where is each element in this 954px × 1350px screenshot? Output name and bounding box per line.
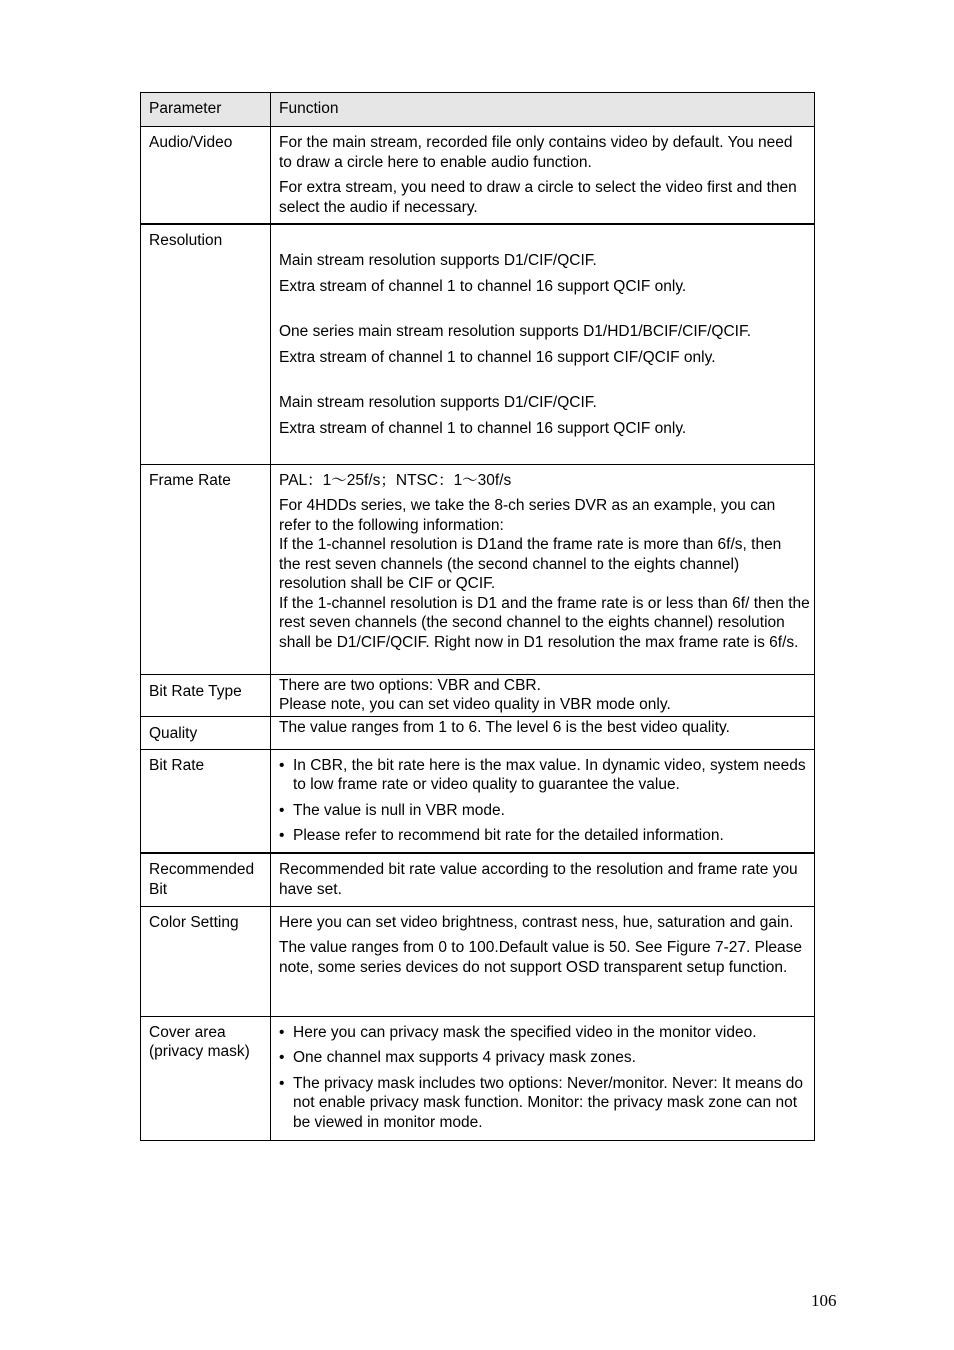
- color-setting-paragraph-1: Here you can set video brightness, contrast ness, hue, saturation and gain.: [279, 913, 794, 931]
- bit-rate-bullet-1: In CBR, the bit rate here is the max value. In dynamic video, system needs to low frame rate or video quality to guarantee the value.: [293, 756, 806, 793]
- bullet-icon: •: [279, 1023, 285, 1041]
- bullet-icon: •: [279, 1049, 285, 1066]
- cover-area-bullet-2: One channel max supports 4 privacy mask zones.: [293, 1049, 636, 1066]
- table-row-bit-rate-type: [141, 674, 815, 716]
- table-row-bit-rate: [141, 749, 815, 853]
- table-row-resolution: [141, 224, 815, 464]
- param-audio-video: Audio/Video: [141, 127, 271, 225]
- param-cover-area: Cover area (privacy mask): [141, 1016, 271, 1140]
- frame-rate-line-2: If the 1-channel resolution is D1and the frame rate is more than 6f/s, then the rest seven channels (the second channel to the eights channel) resolution shall be CIF or QCIF.: [279, 536, 782, 592]
- bullet-icon: •: [279, 827, 285, 844]
- list-item: [279, 801, 806, 821]
- frame-rate-range: PAL：1～25f/s；NTSC：1～30f/s: [279, 471, 512, 489]
- resolution-line-6: Extra stream of channel 1 to channel 16 support QCIF only.: [279, 419, 687, 437]
- table-row-cover-area: [141, 1016, 815, 1140]
- function-cover-area: [271, 1016, 815, 1140]
- param-recommended-bit: Recommended Bit: [141, 853, 271, 906]
- cover-area-bullet-list: [279, 1023, 806, 1133]
- frame-rate-line-1: For 4HDDs series, we take the 8-ch series DVR as an example, you can refer to the following information:: [279, 497, 776, 534]
- resolution-line-2: Extra stream of channel 1 to channel 16 support QCIF only.: [279, 277, 687, 295]
- audio-video-paragraph-1: For the main stream, recorded file only contains video by default. You need to draw a circle here to enable audio function.: [279, 134, 793, 171]
- bullet-icon: •: [279, 801, 285, 819]
- param-bit-rate: Bit Rate: [141, 749, 271, 853]
- resolution-line-4: Extra stream of channel 1 to channel 16 support CIF/QCIF only.: [279, 348, 716, 366]
- cover-area-bullet-1: Here you can privacy mask the specified video in the monitor video.: [293, 1023, 757, 1041]
- function-resolution: [271, 224, 815, 464]
- header-function: Function: [271, 93, 815, 127]
- color-setting-paragraph-2: The value ranges from 0 to 100.Default value is 50. See Figure 7-27. Please note, some series devices do not support OSD transparent setup function.: [279, 939, 802, 976]
- function-quality: The value ranges from 1 to 6. The level 6 is the best video quality.: [271, 716, 815, 749]
- function-frame-rate: [271, 464, 815, 674]
- table-row-audio-video: [141, 127, 815, 225]
- param-resolution: Resolution: [141, 224, 271, 464]
- table-row-color-setting: [141, 906, 815, 1016]
- table-row-quality: [141, 716, 815, 749]
- bullet-icon: •: [279, 756, 285, 774]
- bit-rate-bullet-list: [279, 756, 806, 846]
- audio-video-paragraph-2: For extra stream, you need to draw a circle to select the video first and then select the audio if necessary.: [279, 179, 797, 216]
- function-recommended-bit: Recommended bit rate value according to the resolution and frame rate you have set.: [271, 853, 815, 906]
- resolution-line-1: Main stream resolution supports D1/CIF/QCIF.: [279, 252, 597, 269]
- frame-rate-line-3: If the 1-channel resolution is D1 and the frame rate is or less than 6f/ then the rest seven channels (the second channel to the eights channel) resolution shall be D1/CIF/QCIF. Right now in D1 resolution the max frame rate is 6f/s.: [279, 594, 810, 651]
- cover-area-bullet-3: The privacy mask includes two options: Never/monitor. Never: It means do not enable privacy mask function. Monitor: the privacy mask zone can not be viewed in monitor mode.: [293, 1074, 803, 1131]
- header-parameter: Parameter: [141, 93, 271, 127]
- function-audio-video: [271, 127, 815, 225]
- function-bit-rate: [271, 749, 815, 853]
- list-item: [279, 1048, 806, 1068]
- bit-rate-type-line-2: Please note, you can set video quality in VBR mode only.: [279, 696, 671, 713]
- bit-rate-bullet-3: Please refer to recommend bit rate for the detailed information.: [293, 827, 724, 844]
- function-color-setting: [271, 906, 815, 1016]
- param-bit-rate-type: Bit Rate Type: [141, 674, 271, 716]
- list-item: [279, 1074, 806, 1133]
- table-header-row: [141, 93, 815, 127]
- table-row-recommended-bit: [141, 853, 815, 906]
- resolution-line-3: One series main stream resolution supports D1/HD1/BCIF/CIF/QCIF.: [279, 323, 752, 340]
- function-bit-rate-type: [271, 674, 815, 716]
- table-row-frame-rate: [141, 464, 815, 674]
- list-item: [279, 756, 806, 795]
- parameter-table: [140, 92, 815, 1141]
- param-color-setting: Color Setting: [141, 906, 271, 1016]
- param-frame-rate: Frame Rate: [141, 464, 271, 674]
- page-number: 106: [811, 1291, 837, 1310]
- bullet-icon: •: [279, 1074, 285, 1092]
- bit-rate-bullet-2: The value is null in VBR mode.: [293, 801, 505, 819]
- list-item: [279, 1023, 806, 1043]
- param-quality: Quality: [141, 716, 271, 749]
- list-item: [279, 826, 806, 846]
- bit-rate-type-line-1: There are two options: VBR and CBR.: [279, 676, 541, 694]
- resolution-line-5: Main stream resolution supports D1/CIF/QCIF.: [279, 394, 597, 411]
